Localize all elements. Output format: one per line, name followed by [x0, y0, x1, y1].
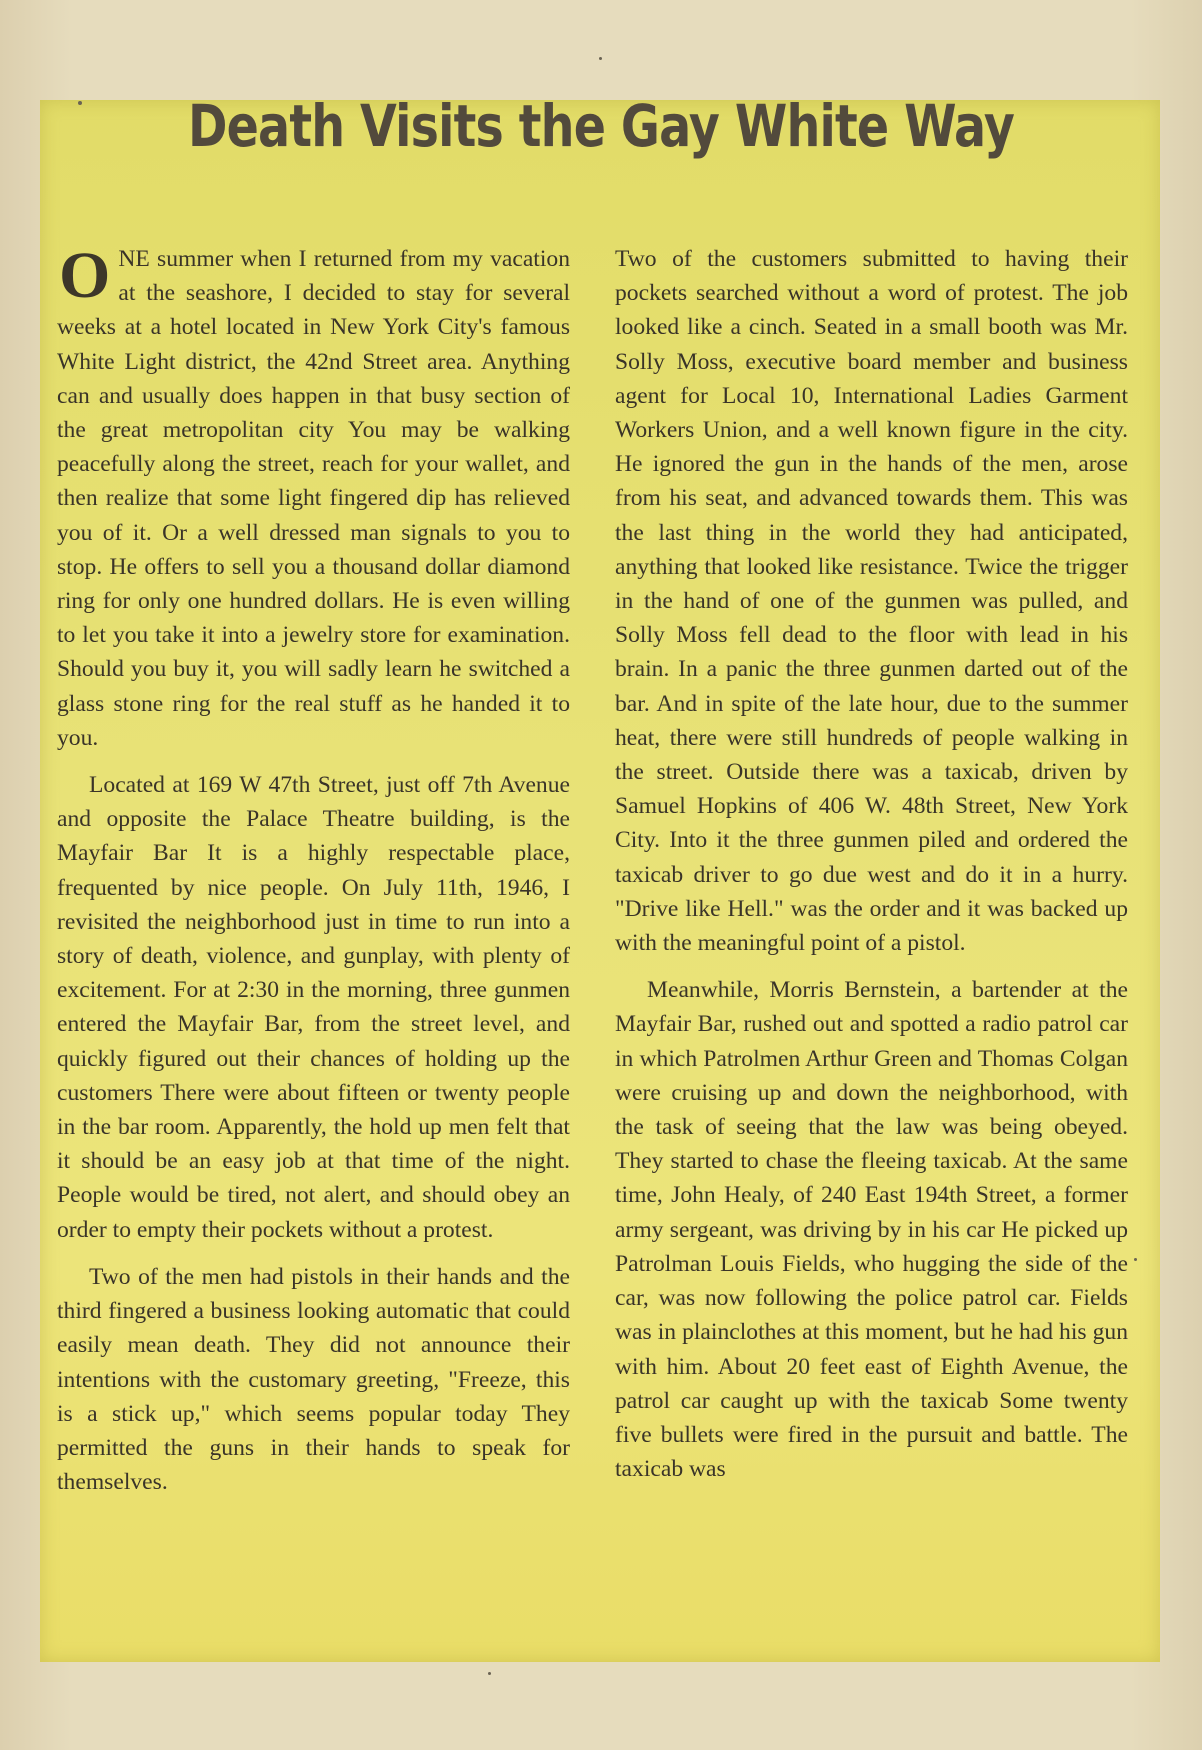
paragraph-1	[57, 239, 570, 755]
paragraph-4: Two of the customers submitted to having their pockets searched without a word of protest. The job looked like a cinch. Seated in a small booth was Mr. Solly Moss, executive board member and business agent for Local 10, International Ladies Garment Workers Union, and a well known figure in the city. He ignored the gun in the hands of the men, arose from his seat, and advanced towards them. This was the last thing in the world they had anticipated, anything that looked like resistance. Twice the trigger in the hand of one of the gunmen was pulled, and Solly Moss fell dead to the floor with lead in his brain. In a panic the three gunmen darted out of the bar. And in spite of the late hour, due to the summer heat, there were still hundreds of people walking in the street. Outside there was a taxicab, driven by Samuel Hopkins of 406 W. 48th Street, New York City. Into it the three gunmen piled and ordered the taxicab driver to go due west and do it in a hurry. "Drive like Hell." was the order and it was backed up with the meaningful point of a pistol.	[615, 246, 1128, 957]
left-column	[57, 239, 570, 1512]
drop-cap: O	[59, 239, 111, 312]
print-speck	[488, 1672, 491, 1675]
paragraph-1-text: NE summer when I returned from my vacation at the seashore, I decided to stay for several weeks at a hotel located in New York City's famous White Light district, the 42nd Street area. Anything can and usually does happen in that busy section of the great metropolitan city You may be walking peacefully along the street, reach for your wallet, and then realize that some light fingered dip has relieved you of it. Or a well dressed man signals to you to stop. He offers to sell you a thousand dollar diamond ring for only one hundred dollars. He is even willing to let you take it into a jewelry store for examination. Should you buy it, you will sadly learn he switched a glass stone ring for the real stuff as he handed it to you.	[57, 246, 570, 751]
article-title: Death Visits the Gay White Way	[187, 92, 1015, 160]
paragraph-5: Meanwhile, Morris Bernstein, a bartender at the Mayfair Bar, rushed out and spotted a radio patrol car in which Patrolmen Arthur Green and Thomas Colgan were cruising up and down the neighborhood, with the task of seeing that the law was being obeyed. They started to chase the fleeing taxicab. At the same time, John Healy, of 240 East 194th Street, a former army sergeant, was driving by in his car He picked up Patrolman Louis Fields, who hugging the side of the car, was now following the police patrol car. Fields was in plainclothes at this moment, but he had his gun with him. About 20 feet east of Eighth Avenue, the patrol car caught up with the taxicab Some twenty five bullets were fired in the pursuit and battle. The taxicab was	[615, 977, 1128, 1483]
right-column	[615, 242, 1128, 1499]
paragraph-3: Two of the men had pistols in their hands and the third fingered a business looking automatic that could easily mean death. They did not announce their intentions with the customary greeting, "Freeze, this is a stick up," which seems popular today They permitted the guns in their hands to speak for themselves.	[57, 1263, 570, 1496]
print-speck	[599, 57, 602, 60]
print-speck	[78, 101, 82, 105]
paragraph-2: Located at 169 W 47th Street, just off 7th Avenue and opposite the Palace Theatre building, is the Mayfair Bar It is a highly respectable place, frequented by nice people. On July 11th, 1946, I revisited the neighborhood just in time to run into a story of death, violence, and gunplay, with plenty of excitement. For at 2:30 in the morning, three gunmen entered the Mayfair Bar, from the street level, and quickly figured out their chances of holding up the customers There were about fifteen or twenty people in the bar room. Apparently, the hold up men felt that it should be an easy job at that time of the night. People would be tired, not alert, and should obey an order to empty their pockets without a protest.	[57, 772, 570, 1243]
print-speck	[1134, 1258, 1137, 1261]
